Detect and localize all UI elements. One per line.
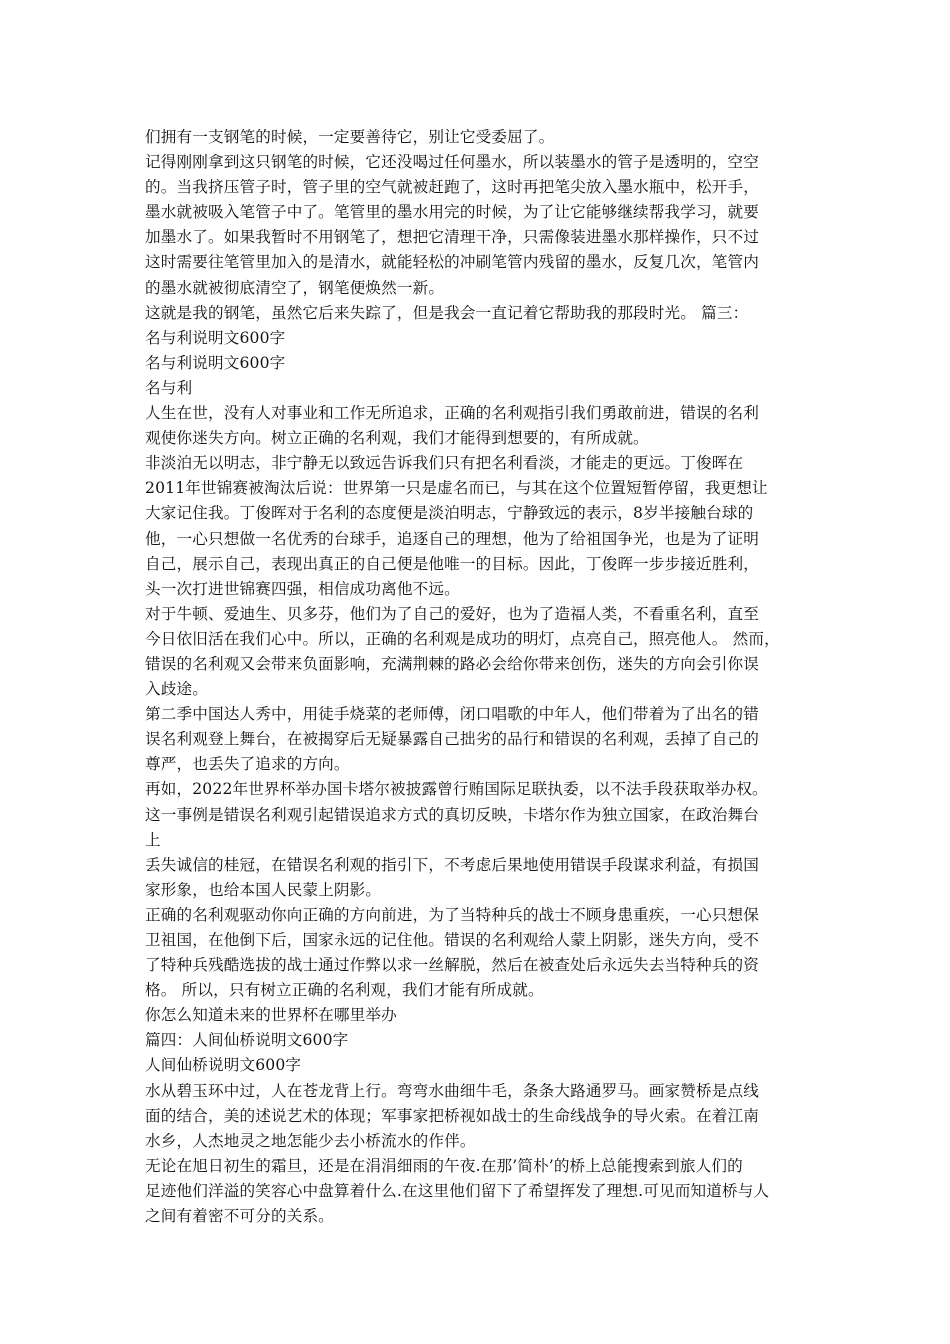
text-line: 无论在旭日初生的霜旦，还是在涓涓细雨的午夜.在那’简朴’的桥上总能搜索到旅人们的: [145, 1156, 743, 1175]
text-line: 之间有着密不可分的关系。: [145, 1207, 334, 1226]
text-line: 的墨水就被彻底清空了，钢笔便焕然一新。: [145, 278, 445, 297]
text-line: 们拥有一支钢笔的时候，一定要善待它，别让它受委屈了。: [145, 128, 555, 146]
text-line: 记得刚刚拿到这只钢笔的时候，它还没喝过任何墨水，所以装墨水的管子是透明的，空空: [145, 153, 760, 172]
text-line: 大家记住我。丁俊晖对于名利的态度便是淡泊明志，宁静致远的表示，8岁半接触台球的: [145, 504, 754, 523]
text-line: 墨水就被吸入笔管子中了。笔管里的墨水用完的时候，为了让它能够继续帮我学习，就要: [145, 203, 760, 222]
text-line: 观使你迷失方向。树立正确的名利观，我们才能得到想要的，有所成就。: [145, 429, 649, 448]
text-line: 入歧途。: [145, 680, 208, 699]
text-line: 卫祖国，在他倒下后，国家永远的记住他。错误的名利观给人蒙上阴影，迷失方向，受不: [145, 931, 760, 949]
text-line: 水从碧玉环中过，人在苍龙背上行。弯弯水曲细牛毛，条条大路通罗马。画家赞桥是点线: [145, 1081, 760, 1100]
text-line: 今日依旧活在我们心中。所以，正确的名利观是成功的明灯，点亮自己，照亮他人。 然而，: [145, 629, 780, 648]
article-title: 名与利: [145, 378, 193, 397]
text-line: 加墨水了。如果我暂时不用钢笔了，想把它清理干净，只需像装进墨水那样操作，只不过: [145, 228, 760, 247]
text-line: 了特种兵残酷选拔的战士通过作弊以求一丝解脱，然后在被查处后永远失去当特种兵的资: [145, 956, 760, 975]
document-body: [145, 125, 810, 1229]
text-line: 格。 所以，只有树立正确的名利观，我们才能有所成就。: [145, 981, 544, 1000]
text-line: 对于牛顿、爱迪生、贝多芬，他们为了自己的爱好，也为了造福人类，不看重名利，直至: [145, 604, 760, 623]
text-line: 非淡泊无以明志，非宁静无以致远告诉我们只有把名利看淡，才能走的更远。丁俊晖在: [145, 454, 744, 473]
text-line: 这时需要往笔管里加入的是清水，就能轻松的冲刷笔管内残留的墨水，反复几次，笔管内: [145, 253, 760, 272]
article-title: 人间仙桥说明文600字: [145, 1056, 302, 1075]
text-line: 2011年世锦赛被淘汰后说：世界第一只是虚名而已，与其在这个位置短暂停留，我更想让: [145, 479, 768, 498]
text-line: 你怎么知道未来的世界杯在哪里举办: [145, 1006, 397, 1025]
text-line: 尊严，也丢失了追求的方向。: [145, 755, 350, 774]
text-line: 这就是我的钢笔，虽然它后来失踪了，但是我会一直记着它帮助我的那段时光。 篇三：: [145, 303, 749, 322]
section-heading-line: 篇四：人间仙桥说明文600字: [145, 1031, 349, 1050]
text-line: 的。当我挤压管子时，管子里的空气就被赶跑了，这时再把笔尖放入墨水瓶中，松开手，: [145, 178, 760, 197]
text-line: 错误的名利观又会带来负面影响，充满荆棘的路必会给你带来创伤，迷失的方向会引你误: [145, 654, 760, 673]
text-line: 这一事例是错误名利观引起错误追求方式的真切反映，卡塔尔作为独立国家，在政治舞台: [145, 805, 760, 824]
text-line: 自己，展示自己，表现出真正的自己便是他唯一的目标。因此，丁俊晖一步步接近胜利，: [145, 554, 760, 573]
section-subheading: 名与利说明文600字: [145, 353, 286, 372]
text-line: 家形象，也给本国人民蒙上阴影。: [145, 880, 382, 899]
text-line: 上: [145, 830, 161, 849]
text-line: 水乡，人杰地灵之地怎能少去小桥流水的作伴。: [145, 1131, 476, 1150]
text-line: 再如，2022年世界杯举办国卡塔尔被披露曾行贿国际足联执委，以不法手段获取举办权。: [145, 780, 768, 799]
text-line: 他，一心只想做一名优秀的台球手，追逐自己的理想，他为了给祖国争光，也是为了证明: [145, 529, 760, 548]
text-line: 误名利观登上舞台，在被揭穿后无疑暴露自己拙劣的品行和错误的名利观，丢掉了自己的: [145, 730, 760, 749]
text-line: 第二季中国达人秀中，用徒手烧菜的老师傅，闭口唱歌的中年人，他们带着为了出名的错: [145, 705, 760, 724]
text-line: 丢失诚信的桂冠，在错误名利观的指引下，不考虑后果地使用错误手段谋求利益，有损国: [145, 855, 760, 874]
text-line: 头一次打进世锦赛四强，相信成功离他不远。: [145, 579, 460, 598]
text-line: 人生在世，没有人对事业和工作无所追求，正确的名利观指引我们勇敢前进，错误的名利: [145, 404, 760, 423]
text-line: 面的结合，美的述说艺术的体现；军事家把桥视如战士的生命线战争的导火索。在着江南: [145, 1106, 760, 1125]
text-line: 正确的名利观驱动你向正确的方向前进，为了当特种兵的战士不顾身患重疾，一心只想保: [145, 905, 760, 924]
text-line: 足迹他们洋溢的笑容心中盘算着什么.在这里他们留下了希望挥发了理想.可见而知道桥与人: [145, 1181, 770, 1200]
section-heading-line: 名与利说明文600字: [145, 328, 286, 347]
